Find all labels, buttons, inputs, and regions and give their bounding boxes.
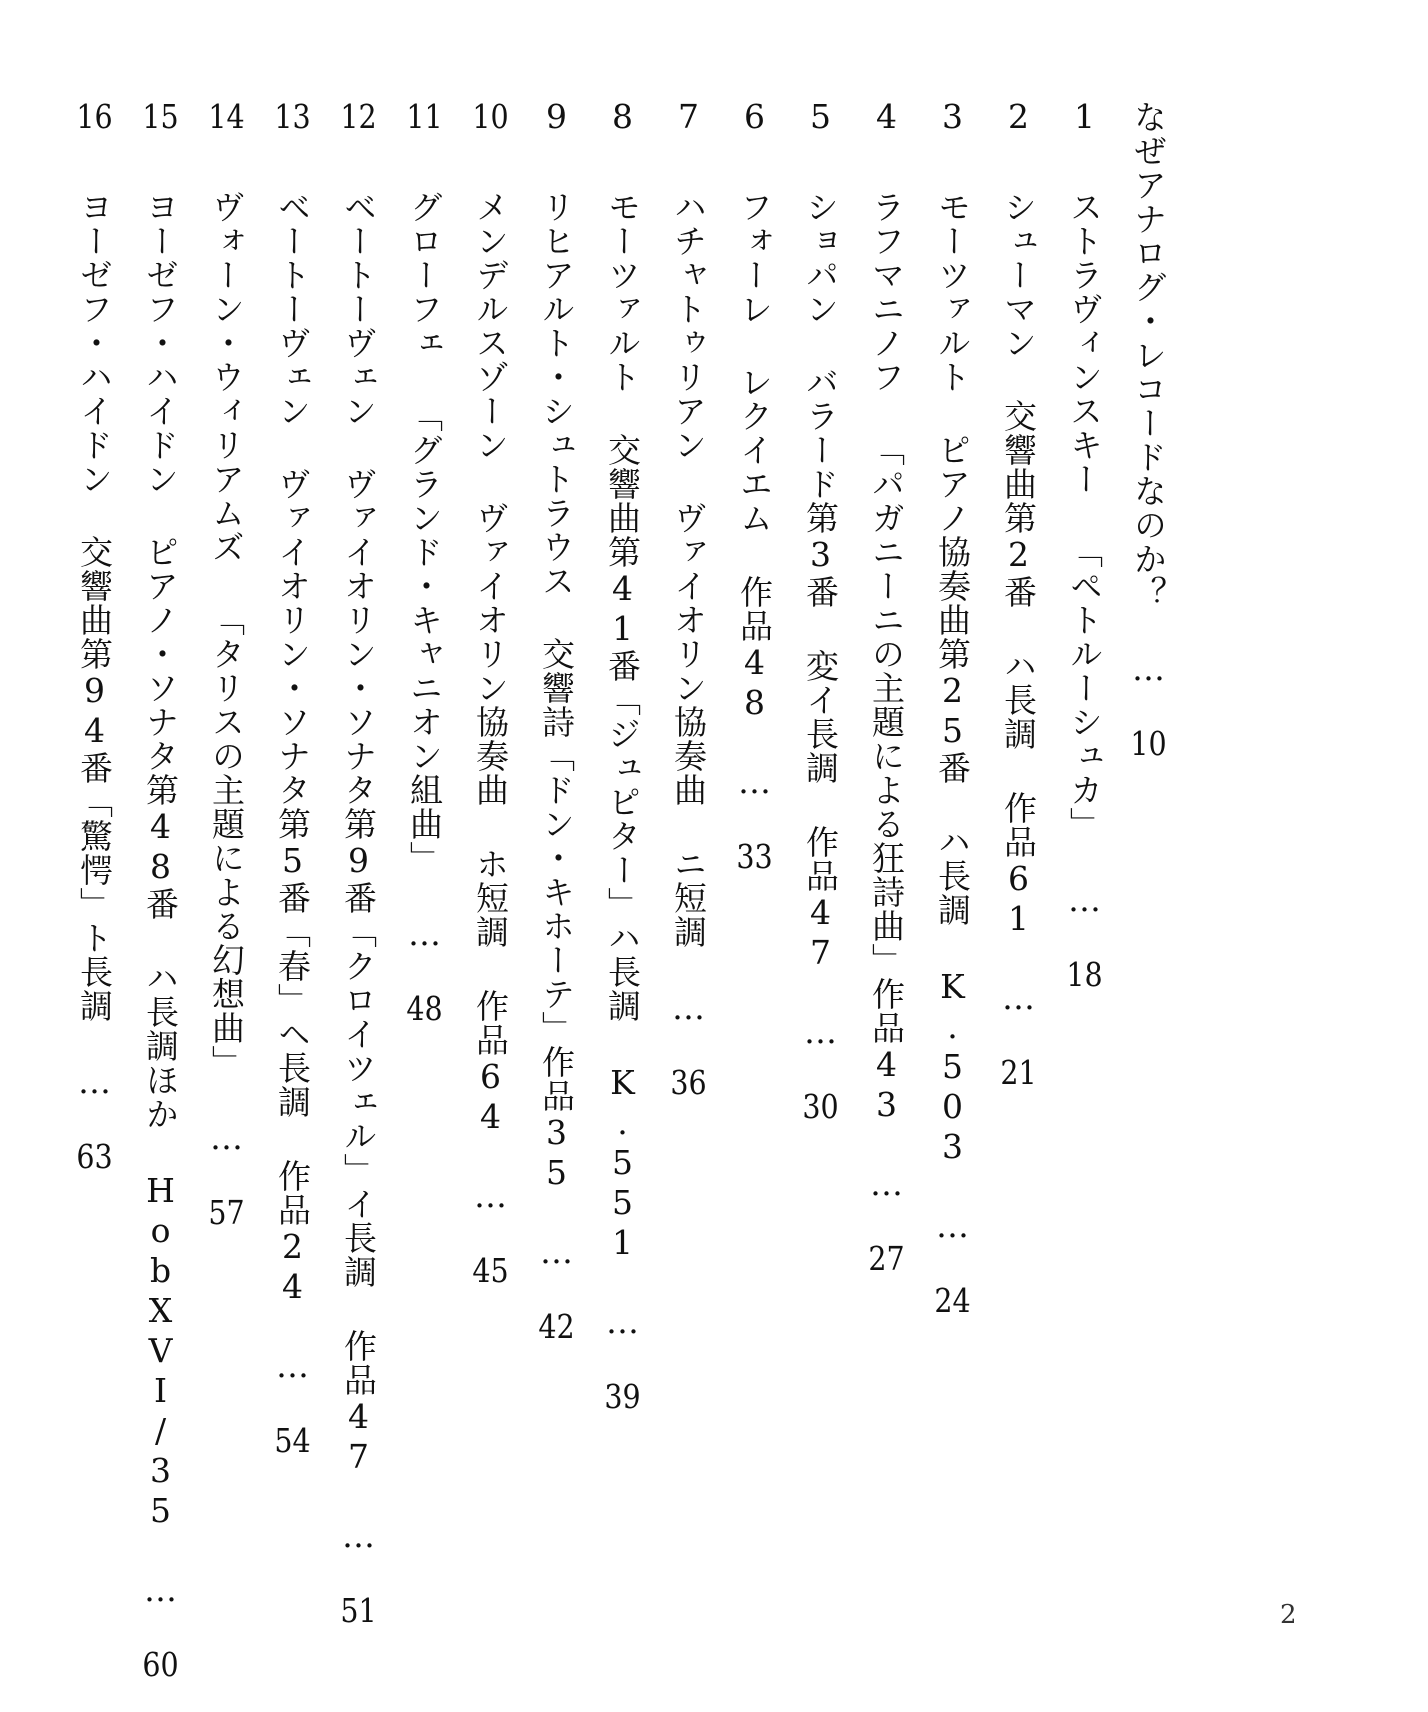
toc-entry-leader: … (75, 1062, 114, 1101)
toc-entry-8 (590, 100, 654, 1600)
toc-entry-6 (722, 100, 786, 1600)
toc-entry-page: 36 (670, 1066, 707, 1099)
page-folio: 2 (1280, 1600, 1297, 1630)
toc-entry-page: 30 (802, 1090, 839, 1123)
toc-entry-1 (1052, 100, 1116, 1600)
toc-intro-page: 10 (1130, 727, 1167, 760)
toc-entry-work: バラード第3番 変イ長調 作品47 (801, 365, 840, 973)
toc-entry-page: 42 (538, 1310, 575, 1343)
toc-entry-number: 13 (274, 100, 311, 133)
toc-entry-leader: … (801, 1012, 840, 1051)
toc-entry-work: 「ペトルーシュカ」 (1065, 535, 1104, 841)
toc-entry-work: 交響詩「ドン・キホーテ」作品35 (537, 637, 576, 1193)
toc-entry-number: 7 (678, 100, 699, 133)
toc-entry-composer: メンデルスゾーン (471, 190, 510, 462)
toc-entry-composer: ストラヴィンスキー (1065, 190, 1104, 496)
toc-entry-number: 15 (142, 100, 179, 133)
toc-entry-composer: グローフェ (405, 190, 444, 360)
table-of-contents (40, 100, 1340, 1681)
toc-entry-16 (62, 100, 126, 1600)
toc-entry-composer: ヨーゼフ・ハイドン (141, 190, 180, 496)
toc-entry-work: ヴァイオリン協奏曲 ニ短調 (669, 501, 708, 949)
toc-entry-5 (788, 100, 852, 1600)
toc-entry-number: 8 (612, 100, 633, 133)
toc-entry-composer: ショパン (801, 190, 840, 326)
toc-entry-composer: ベートーヴェン (273, 190, 312, 428)
toc-entry-leader: … (273, 1346, 312, 1385)
toc-entry-work: ヴァイオリン協奏曲 ホ短調 作品64 (471, 501, 510, 1137)
toc-entry-work: ヴァイオリン・ソナタ第5番「春」ヘ長調 作品24 (273, 467, 312, 1307)
toc-entry-15 (128, 100, 192, 1681)
toc-entry-composer: ハチャトゥリアン (669, 190, 708, 462)
toc-entry-composer: リヒアルト・シュトラウス (537, 190, 576, 598)
toc-entry-composer: モーツァルト (603, 190, 642, 394)
toc-entry-page: 39 (604, 1380, 641, 1413)
toc-entry-work: 「タリスの主題による幻想曲」 (207, 603, 246, 1079)
toc-entry-work: 「パガニーニの主題による狂詩曲」作品43 (867, 433, 906, 1125)
toc-entry-composer: ヴォーン・ウィリアムズ (207, 190, 246, 564)
toc-entry-page: 18 (1066, 958, 1103, 991)
toc-entry-page: 27 (868, 1242, 905, 1275)
toc-entry-number: 4 (876, 100, 897, 133)
toc-entry-composer: ベートーヴェン (339, 190, 378, 428)
toc-entry-composer: シューマン (999, 190, 1038, 360)
toc-entry-number: 6 (744, 100, 765, 133)
toc-entry-work: 交響曲第94番「驚愕」ト長調 (75, 535, 114, 1023)
toc-entry-page: 54 (274, 1424, 311, 1457)
toc-entry-page: 45 (472, 1254, 509, 1287)
toc-intro (1116, 100, 1180, 1600)
toc-entry-page: 21 (1000, 1056, 1037, 1089)
toc-entry-10 (458, 100, 522, 1600)
toc-entry-page: 57 (208, 1196, 245, 1229)
toc-entry-leader: … (999, 978, 1038, 1017)
toc-entry-number: 16 (76, 100, 113, 133)
toc-entry-3 (920, 100, 984, 1600)
toc-entry-composer: ラフマニノフ (867, 190, 906, 394)
toc-entry-page: 33 (736, 840, 773, 873)
toc-entry-leader: … (537, 1232, 576, 1271)
toc-entry-leader: … (1065, 880, 1104, 919)
toc-entry-13 (260, 100, 324, 1600)
toc-entry-work: 交響曲第2番 ハ長調 作品61 (999, 399, 1038, 939)
toc-entry-work: ヴァイオリン・ソナタ第9番「クロイツェル」イ長調 作品47 (339, 467, 378, 1477)
toc-entry-page: 24 (934, 1284, 971, 1317)
toc-entry-composer: ヨーゼフ・ハイドン (75, 190, 114, 496)
toc-entry-page: 51 (340, 1594, 377, 1627)
toc-entry-number: 1 (1074, 100, 1095, 133)
toc-entry-work: 交響曲第41番「ジュピター」ハ長調 K.551 (603, 433, 642, 1263)
toc-intro-leader: … (1129, 649, 1168, 688)
toc-entry-composer: フォーレ (735, 190, 774, 326)
toc-entry-leader: … (867, 1164, 906, 1203)
toc-entry-number: 10 (472, 100, 509, 133)
toc-entry-number: 5 (810, 100, 831, 133)
toc-entry-leader: … (405, 914, 444, 953)
toc-entry-12 (326, 100, 390, 1627)
toc-entry-9 (524, 100, 588, 1600)
toc-entry-number: 3 (942, 100, 963, 133)
toc-entry-number: 2 (1008, 100, 1029, 133)
toc-entry-14 (194, 100, 258, 1600)
toc-entry-work: ピアノ協奏曲第25番 ハ長調 K.503 (933, 433, 972, 1167)
toc-entry-leader: … (141, 1570, 180, 1609)
toc-entry-leader: … (735, 762, 774, 801)
toc-entry-leader: … (339, 1516, 378, 1555)
toc-entry-leader: … (933, 1206, 972, 1245)
toc-entry-work: レクイエム 作品48 (735, 365, 774, 723)
toc-entry-work: 「グランド・キャニオン組曲」 (405, 399, 444, 875)
toc-entry-number: 12 (340, 100, 377, 133)
toc-entry-2 (986, 100, 1050, 1600)
toc-entry-number: 11 (406, 100, 443, 133)
toc-entry-4 (854, 100, 918, 1600)
toc-entry-number: 14 (208, 100, 245, 133)
toc-entry-composer: モーツァルト (933, 190, 972, 394)
toc-entry-work: ピアノ・ソナタ第48番 ハ長調ほか HobXVI/35 (141, 535, 180, 1531)
toc-entry-leader: … (471, 1176, 510, 1215)
toc-intro-title: なぜアナログ・レコードなのか？ (1129, 100, 1168, 610)
toc-entry-7 (656, 100, 720, 1600)
toc-entry-page: 48 (406, 992, 443, 1025)
toc-entry-number: 9 (546, 100, 567, 133)
toc-entry-page: 60 (142, 1648, 179, 1681)
toc-entry-11 (392, 100, 456, 1600)
toc-entry-leader: … (207, 1118, 246, 1157)
toc-entry-page: 63 (76, 1140, 113, 1173)
toc-entry-leader: … (603, 1302, 642, 1341)
toc-entry-leader: … (669, 988, 708, 1027)
